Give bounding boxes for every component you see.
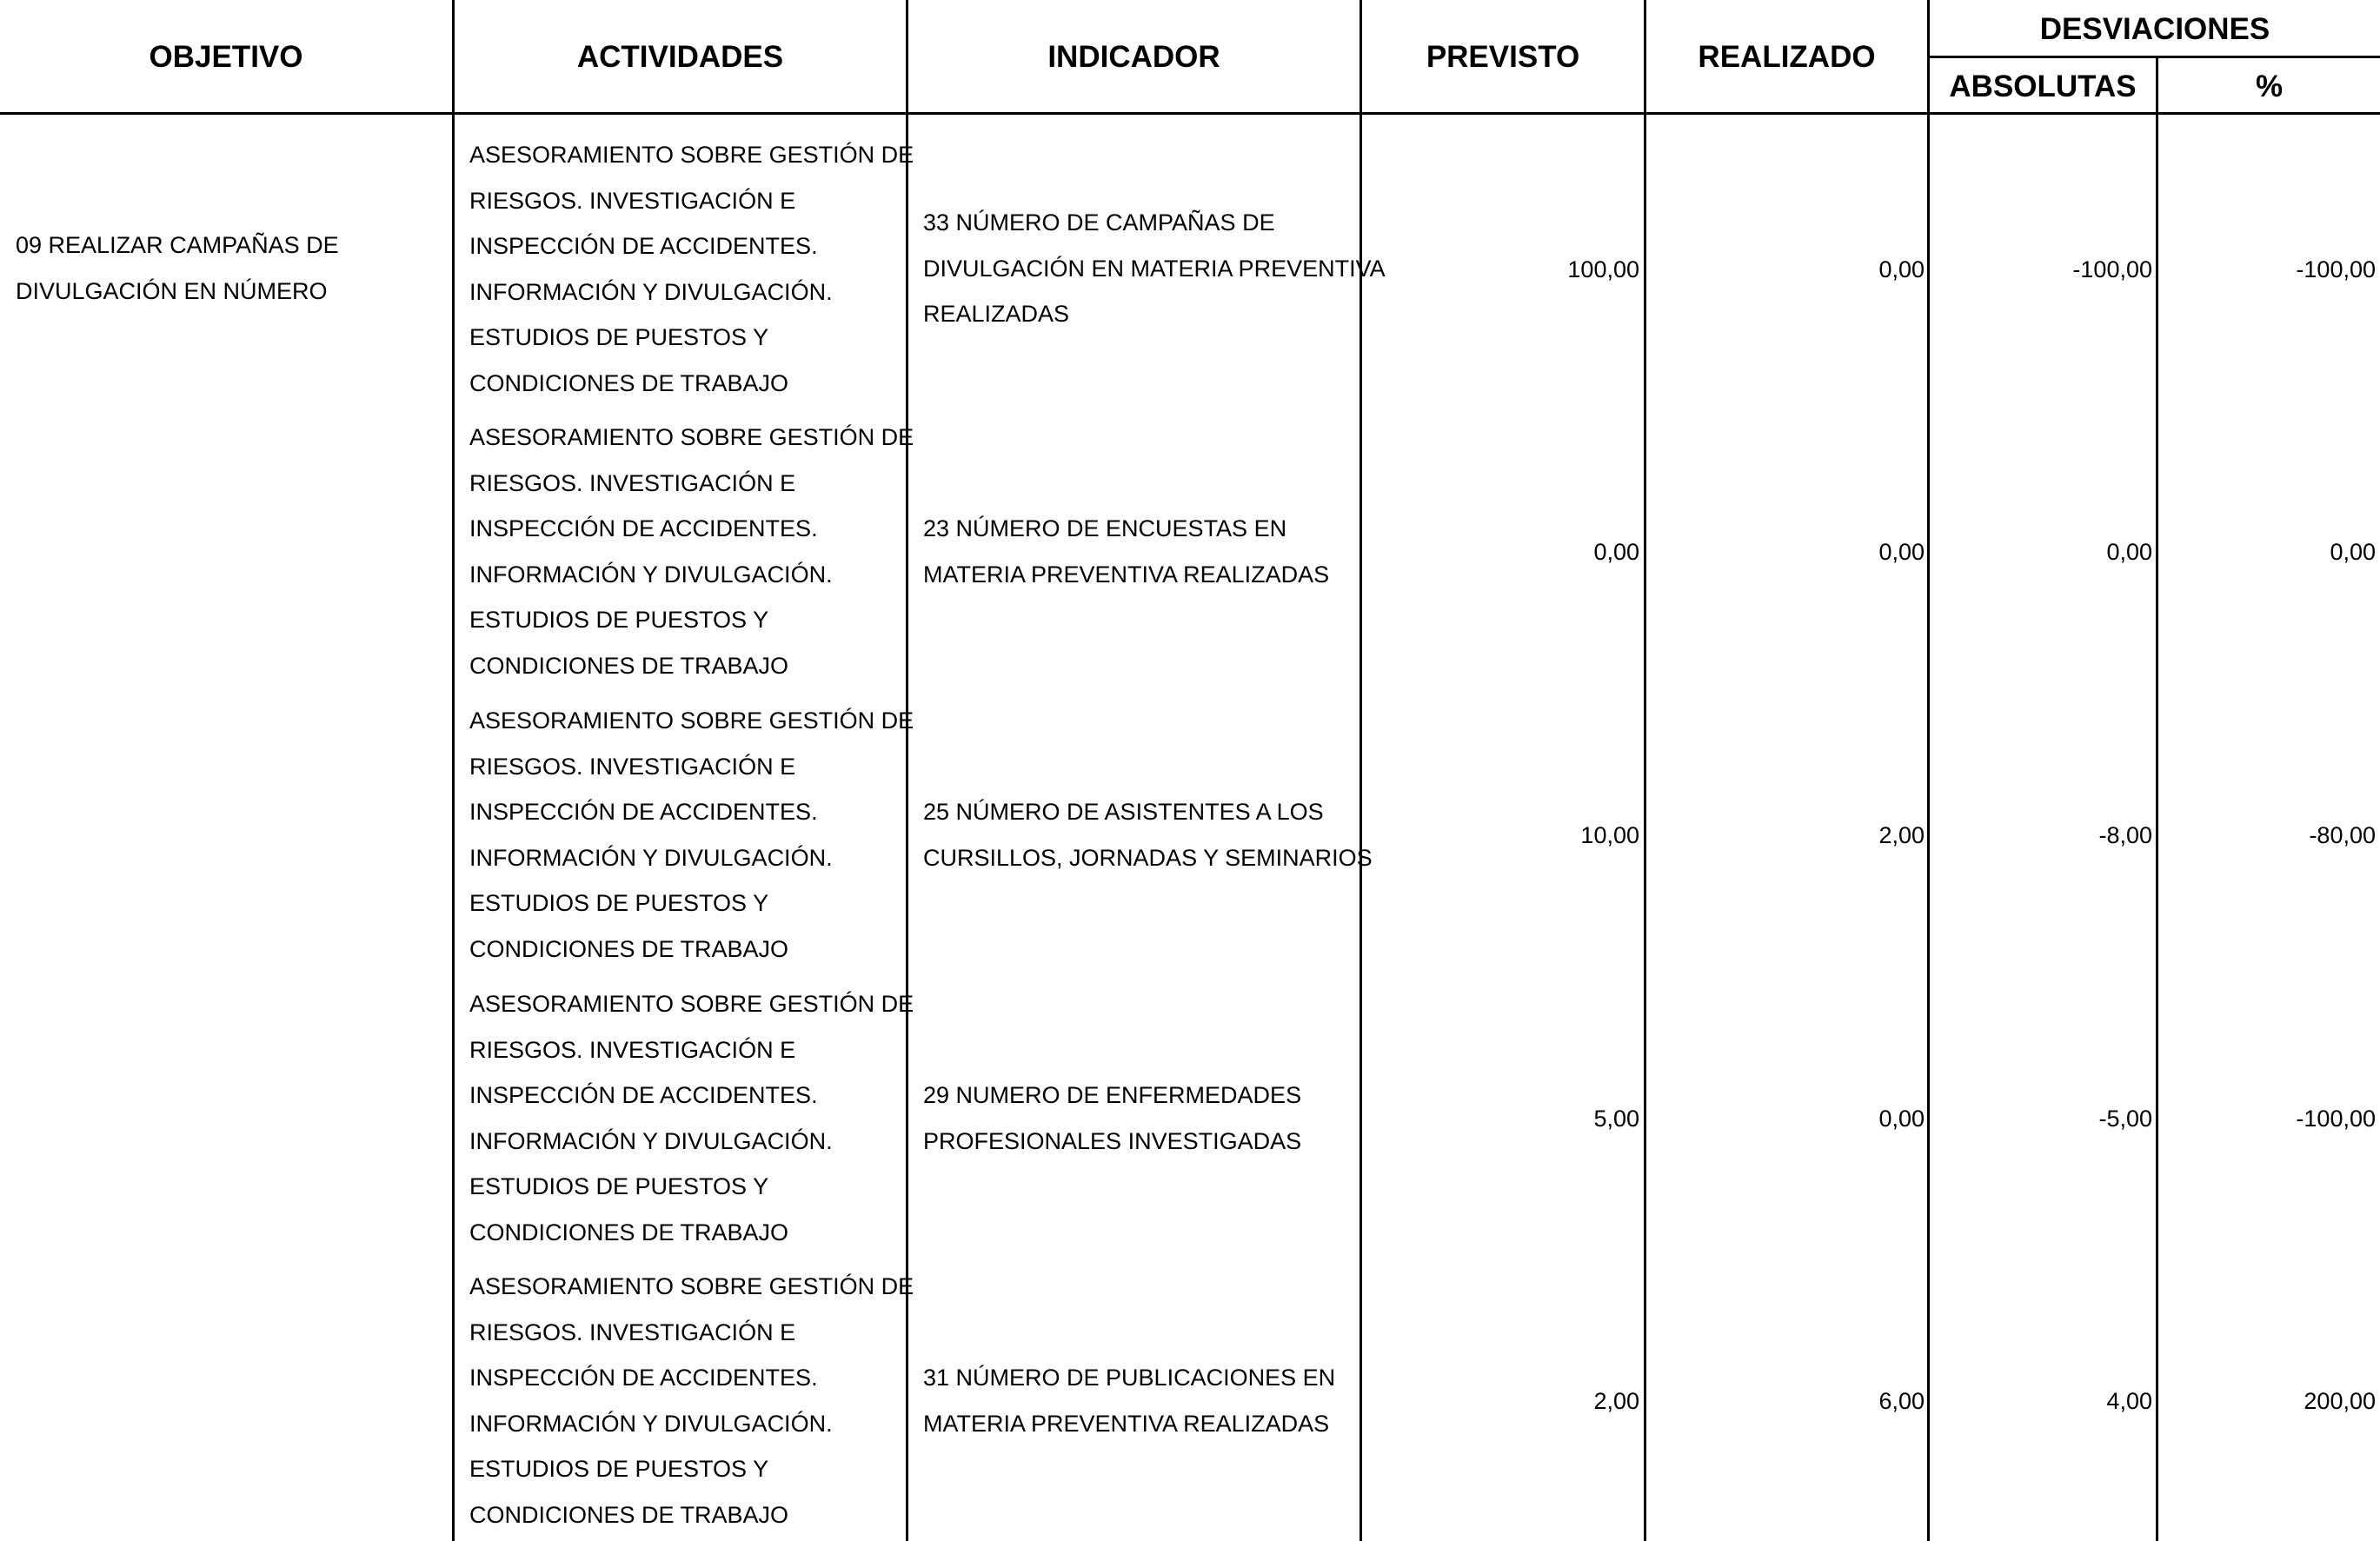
absolutas-value: -8,00 [2098,822,2152,848]
porcentaje-value: -100,00 [2296,256,2376,282]
actividad-line: INSPECCIÓN DE ACCIDENTES. [469,233,818,259]
actividad-cell [469,1264,914,1538]
actividad-line: ASESORAMIENTO SOBRE GESTIÓN DE [469,991,914,1017]
actividad-line: CONDICIONES DE TRABAJO [469,652,789,679]
actividad-cell [469,981,914,1255]
actividad-line: RIESGOS. INVESTIGACIÓN E [469,1318,796,1345]
actividad-cell [469,132,914,406]
actividad-line: ASESORAMIENTO SOBRE GESTIÓN DE [469,424,914,450]
absolutas-value: -100,00 [2072,256,2152,282]
indicador-line: 31 NÚMERO DE PUBLICACIONES EN [923,1365,1336,1391]
actividad-cell [469,698,914,972]
objetivo-line: 09 REALIZAR CAMPAÑAS DE [16,232,339,258]
realizado-value: 0,00 [1878,539,1925,565]
absolutas-value: -5,00 [2098,1106,2152,1132]
indicador-cell [923,1355,1335,1446]
column-divider-objetivo [452,0,455,1541]
previsto-value: 5,00 [1593,1106,1639,1132]
header-previsto: PREVISTO [1426,40,1580,74]
actividad-line: INSPECCIÓN DE ACCIDENTES. [469,799,818,825]
indicador-cell [923,1073,1301,1164]
actividad-line: CONDICIONES DE TRABAJO [469,1219,789,1245]
actividad-line: INFORMACIÓN Y DIVULGACIÓN. [469,278,833,305]
indicador-cell [923,506,1329,597]
header-indicador: INDICADOR [1047,40,1220,74]
actividad-line: ESTUDIOS DE PUESTOS Y [469,607,769,633]
porcentaje-value: 0,00 [2330,539,2376,565]
header-realizado: REALIZADO [1698,40,1876,74]
indicador-line: CURSILLOS, JORNADAS Y SEMINARIOS [923,844,1373,871]
actividad-line: ASESORAMIENTO SOBRE GESTIÓN DE [469,1273,914,1299]
realizado-value: 0,00 [1878,1106,1925,1132]
indicador-line: PROFESIONALES INVESTIGADAS [923,1127,1302,1154]
actividad-line: ESTUDIOS DE PUESTOS Y [469,1456,769,1482]
column-divider-previsto [1644,0,1646,1541]
actividad-line: INSPECCIÓN DE ACCIDENTES. [469,1082,818,1108]
actividad-line: INFORMACIÓN Y DIVULGACIÓN. [469,561,833,588]
actividad-line: RIESGOS. INVESTIGACIÓN E [469,753,796,780]
actividad-line: CONDICIONES DE TRABAJO [469,369,789,396]
header-actividades: ACTIVIDADES [576,40,784,74]
indicador-line: REALIZADAS [923,301,1070,327]
column-divider-absolutas [2156,56,2158,1541]
indicador-line: 33 NÚMERO DE CAMPAÑAS DE [923,209,1275,236]
absolutas-value: 4,00 [2106,1388,2152,1414]
objetivo-line: DIVULGACIÓN EN NÚMERO [16,277,328,304]
header-bottom-rule [0,112,2380,115]
actividad-line: RIESGOS. INVESTIGACIÓN E [469,469,796,496]
column-divider-realizado [1927,0,1930,1541]
actividad-line: CONDICIONES DE TRABAJO [469,935,789,962]
previsto-value: 100,00 [1567,256,1639,282]
indicador-line: 29 NUMERO DE ENFERMEDADES [923,1082,1302,1108]
header-desviaciones: DESVIACIONES [2039,12,2270,46]
realizado-value: 0,00 [1878,256,1925,282]
actividad-line: ESTUDIOS DE PUESTOS Y [469,324,769,350]
actividad-line: INFORMACIÓN Y DIVULGACIÓN. [469,844,833,871]
porcentaje-value: -80,00 [2309,822,2376,848]
indicador-line: MATERIA PREVENTIVA REALIZADAS [923,561,1330,588]
desviaciones-subheader-rule [1927,56,2380,58]
porcentaje-value: 200,00 [2304,1388,2376,1414]
porcentaje-value: -100,00 [2296,1106,2376,1132]
actividad-line: INSPECCIÓN DE ACCIDENTES. [469,1365,818,1391]
actividad-line: ESTUDIOS DE PUESTOS Y [469,890,769,916]
actividad-line: INSPECCIÓN DE ACCIDENTES. [469,515,818,541]
absolutas-value: 0,00 [2106,539,2152,565]
actividad-line: ASESORAMIENTO SOBRE GESTIÓN DE [469,707,914,734]
objetivo-text [16,223,339,314]
previsto-value: 10,00 [1580,822,1639,848]
previsto-value: 2,00 [1593,1388,1639,1414]
actividad-line: ASESORAMIENTO SOBRE GESTIÓN DE [469,142,914,168]
actividad-cell [469,415,914,688]
header-porcentaje: % [2255,70,2284,103]
indicador-line: MATERIA PREVENTIVA REALIZADAS [923,1410,1330,1437]
header-objetivo: OBJETIVO [149,40,303,74]
realizado-value: 2,00 [1878,822,1925,848]
indicador-cell [923,200,1386,337]
header-absolutas: ABSOLUTAS [1949,70,2137,103]
actividad-line: INFORMACIÓN Y DIVULGACIÓN. [469,1127,833,1154]
indicador-line: 25 NÚMERO DE ASISTENTES A LOS [923,799,1324,825]
previsto-value: 0,00 [1593,539,1639,565]
actividad-line: ESTUDIOS DE PUESTOS Y [469,1173,769,1199]
actividad-line: INFORMACIÓN Y DIVULGACIÓN. [469,1410,833,1437]
actividad-line: RIESGOS. INVESTIGACIÓN E [469,187,796,214]
indicador-line: 23 NÚMERO DE ENCUESTAS EN [923,515,1287,541]
indicador-cell [923,789,1373,880]
realizado-value: 6,00 [1878,1388,1925,1414]
actividad-line: CONDICIONES DE TRABAJO [469,1501,789,1528]
indicador-line: DIVULGACIÓN EN MATERIA PREVENTIVA [923,255,1386,282]
actividad-line: RIESGOS. INVESTIGACIÓN E [469,1036,796,1063]
